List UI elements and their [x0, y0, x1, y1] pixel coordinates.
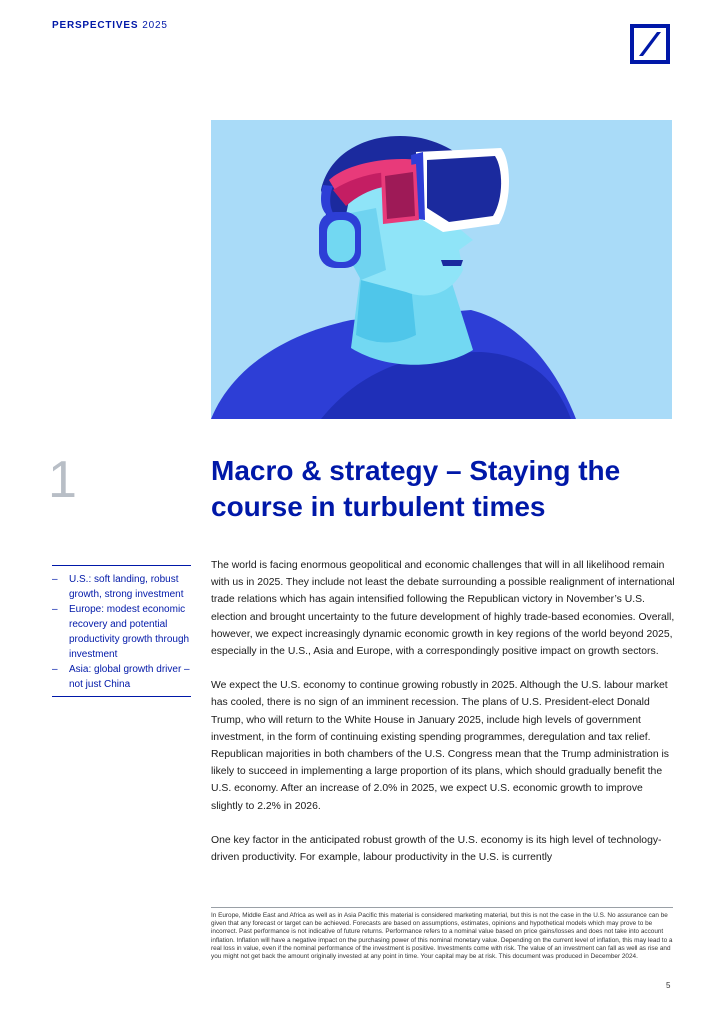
key-point-item: [52, 602, 191, 662]
bullet-dash: –: [52, 574, 58, 585]
body-paragraph: We expect the U.S. economy to continue growing robustly in 2025. Although the U.S. labour market has cooled, there is no sign of an imminent recession. The plans of U.S. President-elect Donald Trump, who will return to the White House in January 2025, include high levels of government investment, in the form of continuing existing spending programmes, deregulation and tax relief. Republican majorities in both chambers of the U.S. Congress mean that the Trump administration is likely to succeed in implementing a large proportion of its plans, which should gradually benefit the U.S. economy. After an increase of 2.0% in 2025, we expect U.S. economic growth to improve slightly to 2.2% in 2026.: [211, 680, 669, 812]
key-point-text: U.S.: soft landing, robust growth, strong investment: [69, 574, 184, 600]
chapter-number: 1: [48, 451, 77, 509]
key-points-sidebar: [52, 565, 191, 697]
key-point-text: Asia: global growth driver – not just China: [69, 664, 190, 690]
chapter-title: Macro & strategy – Staying the course in turbulent times: [211, 455, 621, 522]
hero-illustration: [211, 120, 672, 419]
running-header: [52, 20, 168, 31]
body-paragraph: One key factor in the anticipated robust growth of the U.S. economy is its high level of technology-driven productivity. For example, labour productivity in the U.S. is currently: [211, 834, 662, 864]
body-paragraph: The world is facing enormous geopolitical and economic challenges that will in all likelihood remain with us in 2025. They include not least the debate surrounding a possible realignment of international trade relations which has again intensified following the Republican victory in November’s U.S. election and brought uncertainty to the future development of highly trade-based economies. Overall, however, we expect increasingly dynamic economic growth in key regions of the world beyond 2025, especially in the U.S., Asia and Europe, with a correspondingly positive impact on growth sectors.: [211, 560, 675, 658]
key-point-item: [52, 572, 191, 602]
key-point-item: [52, 662, 191, 692]
deutsche-bank-logo-icon: [630, 24, 670, 64]
article-body: [211, 557, 677, 883]
page-number: 5: [666, 981, 671, 990]
bullet-dash: –: [52, 664, 58, 675]
header-year: 2025: [142, 20, 168, 31]
header-series: PERSPECTIVES: [52, 20, 139, 31]
disclaimer-footnote: In Europe, Middle East and Africa as well as in Asia Pacific this material is considered marketing material, but this is not the case in the U.S. No assurance can be given that any forecast or target can be achieved. Forecasts are based on assumptions, estimates, opinions and hypothetical models which may prove to be incorrect. Past performance is not indicative of future returns. Performance refers to a nominal value based on price gains/losses and does not take into account inflation. Inflation will have a negative impact on the purchasing power of this nominal monetary value. Depending on the current level of inflation, this may lead to a real loss in value, even if the nominal performance of the investment is positive. Investments come with risk. The value of an investment can fall as well as rise and you might not get back the amount originally invested at any point in time. Your capital may be at risk. This document was produced in December 2024.: [211, 907, 673, 961]
key-point-text: Europe: modest economic recovery and potential productivity growth through investment: [69, 604, 190, 660]
bullet-dash: –: [52, 604, 58, 615]
